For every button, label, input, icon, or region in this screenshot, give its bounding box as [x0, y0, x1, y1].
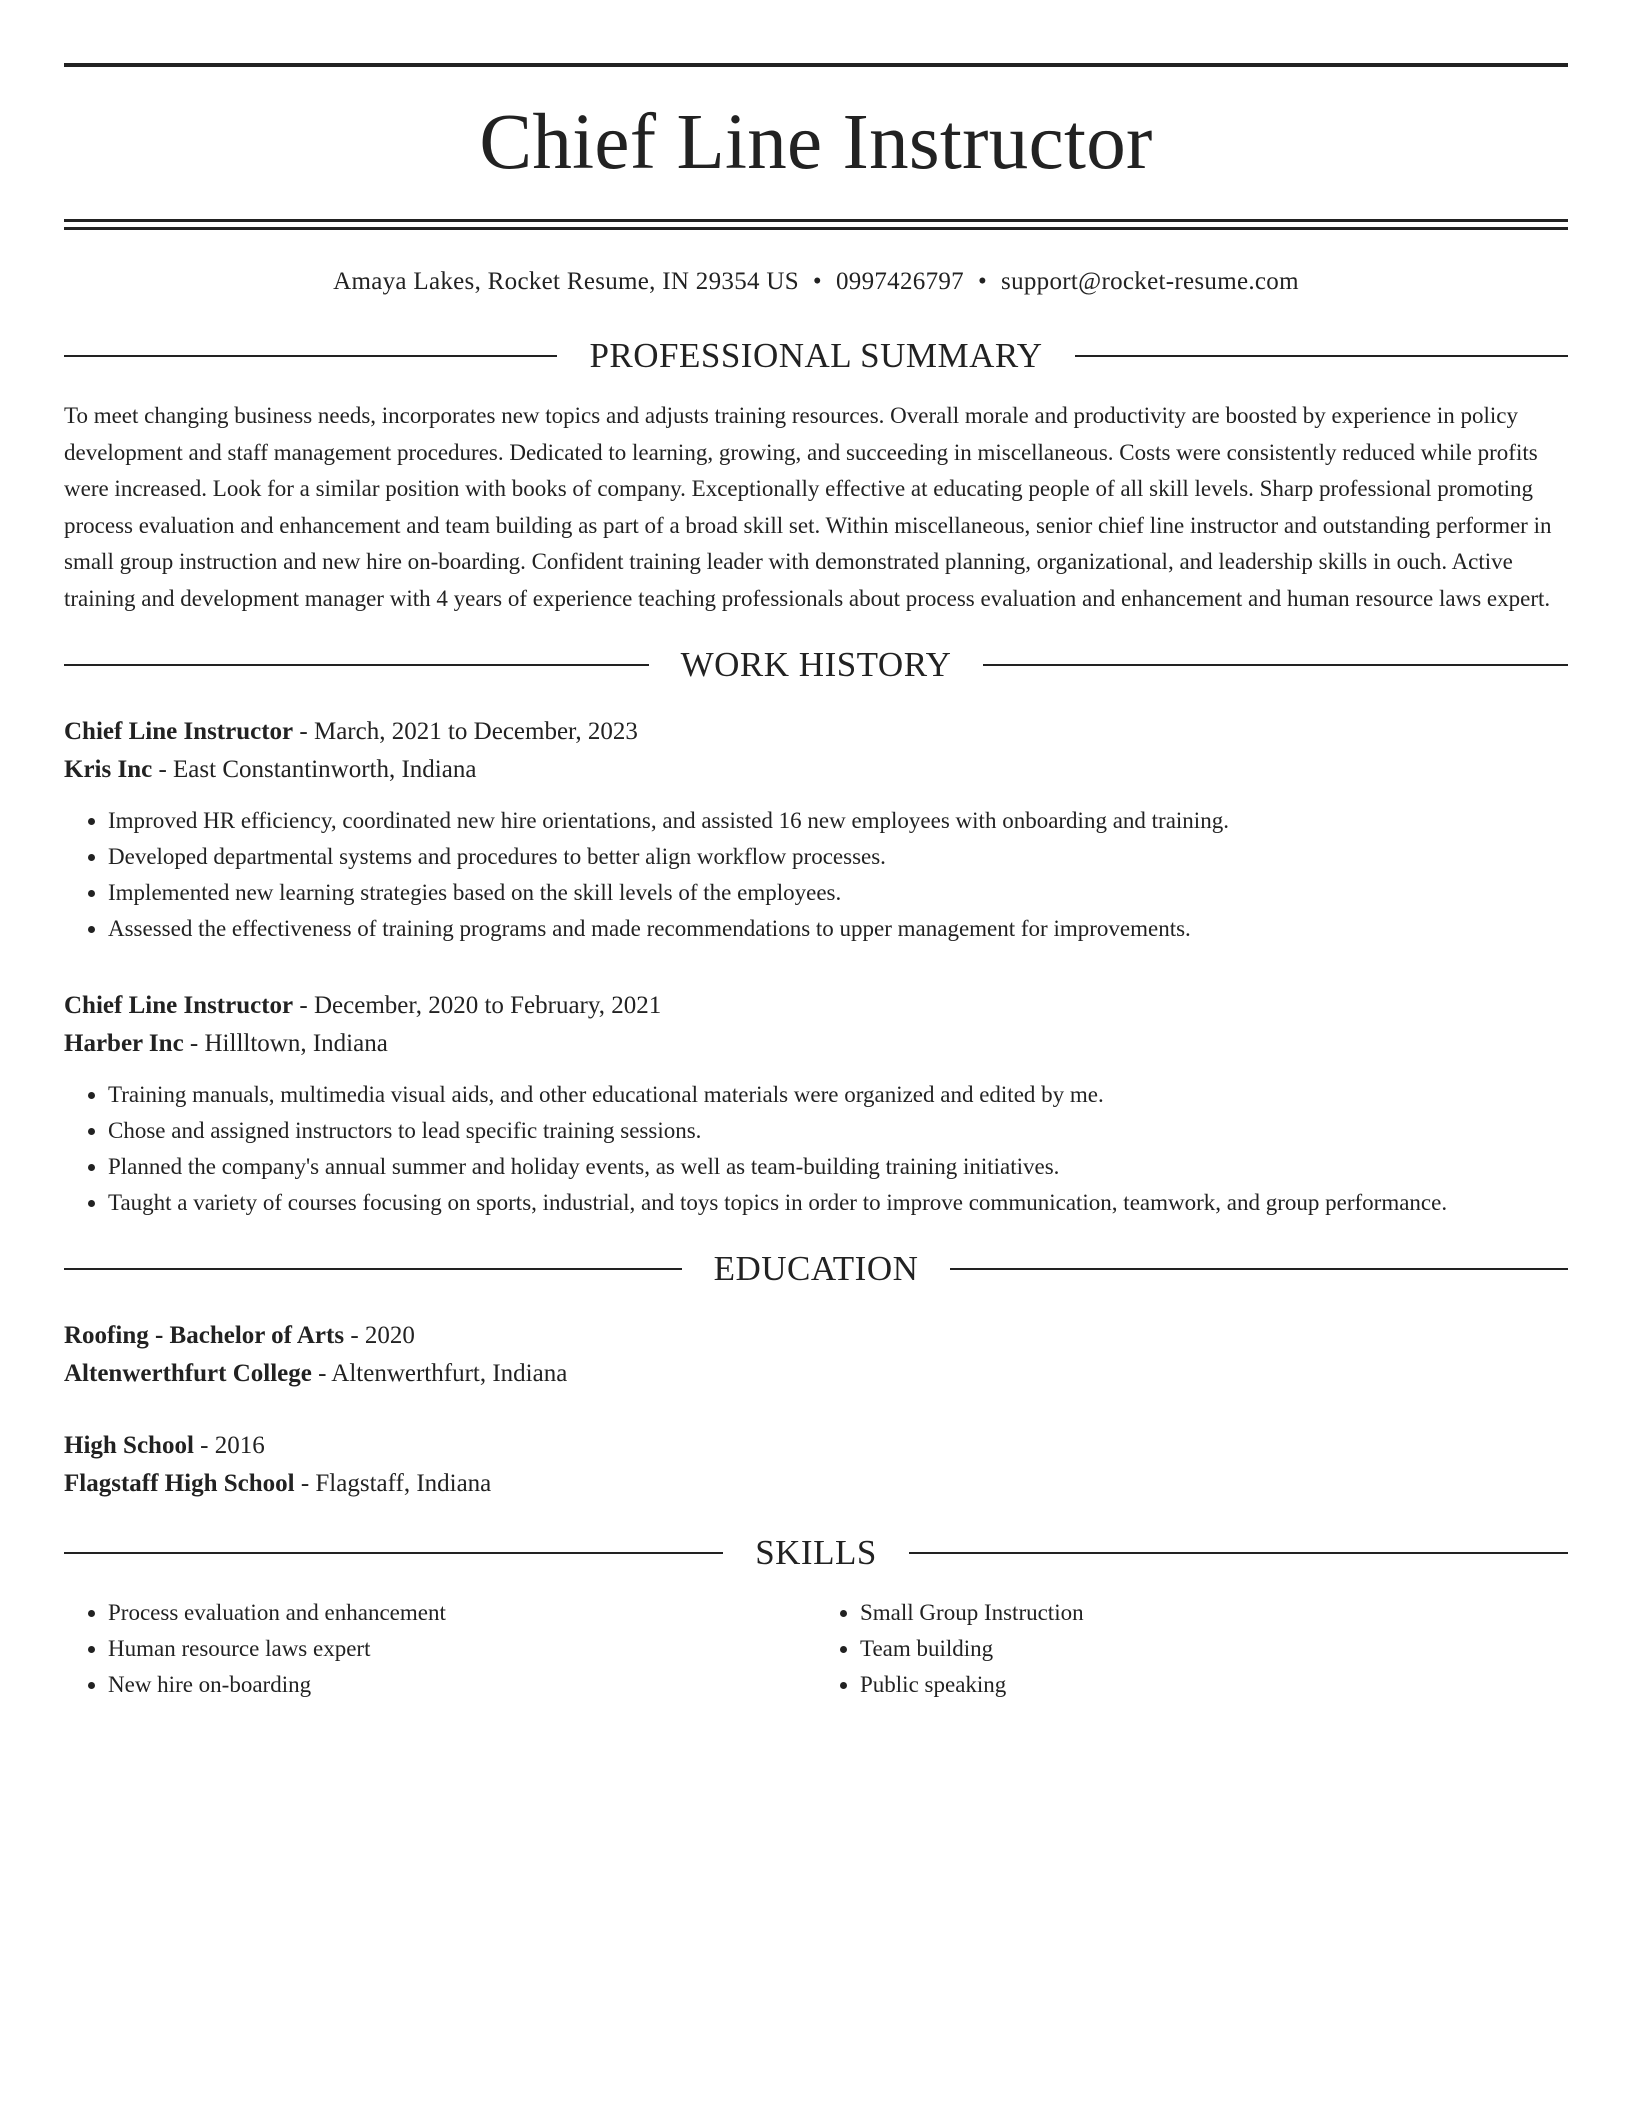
summary-text: To meet changing business needs, incorporates new topics and adjusts training resources. Overall morale and productivity are boosted by experience in policy development and staff management procedures. Dedicated to learning, growing, and succeeding in miscellaneous. Costs were consistently reduced while profits were increased. Look for a similar position with books of company. Exceptionally effective at educating people of all skill levels. Sharp professional promoting process evaluation and enhancement and team building as part of a broad skill set. Within miscellaneous, senior chief line instructor and outstanding performer in small group instruction and new hire on-boarding. Confident training leader with demonstrated planning, organizational, and leadership skills in ouch. Active training and development manager with 4 years of experience teaching professionals about process evaluation and enhancement and human resource laws expert. — [64, 403, 1552, 611]
skills-section-heading — [64, 1533, 1568, 1573]
heading-rule-left — [64, 664, 649, 666]
skills-right-column — [816, 1595, 1568, 1703]
education-degree-line — [64, 1317, 1568, 1355]
list-item: • Developed departmental systems and procedures to better align workflow processes. — [108, 839, 1568, 875]
education-location: - Flagstaff, Indiana — [294, 1470, 492, 1497]
contact-separator: • — [812, 268, 822, 295]
job-bullets — [64, 1077, 1568, 1221]
heading-rule-left — [64, 1268, 682, 1270]
skills-heading-label: SKILLS — [755, 1533, 877, 1572]
list-item: • Chose and assigned instructors to lead specific training sessions. — [108, 1113, 1568, 1149]
education-school-line — [64, 1465, 1568, 1503]
education-section-heading — [64, 1249, 1568, 1289]
contact-email: support@rocket-resume.com — [1001, 268, 1299, 295]
work-heading-label: WORK HISTORY — [680, 645, 952, 684]
skill-item: • Public speaking — [860, 1667, 1568, 1703]
education-degree: Roofing - Bachelor of Arts — [64, 1322, 345, 1349]
skills-columns — [64, 1595, 1568, 1703]
job-company: Harber Inc — [64, 1030, 184, 1057]
education-year: - 2016 — [193, 1432, 265, 1459]
job-title-line — [64, 713, 1568, 751]
skill-item: • Human resource laws expert — [108, 1631, 816, 1667]
job-dates: - March, 2021 to December, 2023 — [293, 718, 638, 745]
heading-rule-right — [909, 1552, 1568, 1554]
work-section-heading — [64, 645, 1568, 685]
contact-line — [64, 266, 1568, 298]
list-item: • Implemented new learning strategies based on the skill levels of the employees. — [108, 875, 1568, 911]
skill-item: • Team building — [860, 1631, 1568, 1667]
contact-separator: • — [977, 268, 988, 295]
job-role: Chief Line Instructor — [64, 718, 294, 745]
list-item: • Assessed the effectiveness of training programs and made recommendations to upper management for improvements. — [108, 911, 1568, 947]
summary-section-heading — [64, 336, 1568, 376]
job-location: - East Constantinworth, Indiana — [152, 756, 477, 783]
job-entry — [64, 987, 1568, 1221]
job-location: - Hillltown, Indiana — [183, 1030, 388, 1057]
education-location: - Altenwerthfurt, Indiana — [311, 1360, 568, 1387]
heading-rule-right — [950, 1268, 1568, 1270]
job-company: Kris Inc — [64, 756, 153, 783]
list-item: • Taught a variety of courses focusing on sports, industrial, and toys topics in order to improve communication, teamwork, and group performance. — [108, 1185, 1568, 1221]
heading-rule-right — [983, 664, 1568, 666]
education-entry — [64, 1427, 1568, 1503]
resume-title: Chief Line Instructor — [479, 99, 1153, 186]
job-dates: - December, 2020 to February, 2021 — [293, 992, 662, 1019]
skills-left-column — [64, 1595, 816, 1703]
job-role: Chief Line Instructor — [64, 992, 294, 1019]
skill-item: • Process evaluation and enhancement — [108, 1595, 816, 1631]
job-entry — [64, 713, 1568, 947]
title-double-rule — [64, 219, 1568, 230]
skill-item: • New hire on-boarding — [108, 1667, 816, 1703]
list-item: • Improved HR efficiency, coordinated new hire orientations, and assisted 16 new employees with onboarding and training. — [108, 803, 1568, 839]
job-company-line — [64, 751, 1568, 789]
job-company-line — [64, 1025, 1568, 1063]
list-item: • Training manuals, multimedia visual aids, and other educational materials were organized and edited by me. — [108, 1077, 1568, 1113]
summary-heading-label: PROFESSIONAL SUMMARY — [589, 336, 1043, 375]
education-degree: High School — [64, 1432, 194, 1459]
education-school-line — [64, 1355, 1568, 1393]
education-school: Altenwerthfurt College — [64, 1360, 312, 1387]
list-item: • Planned the company's annual summer and holiday events, as well as team-building training initiatives. — [108, 1149, 1568, 1185]
contact-address: Amaya Lakes, Rocket Resume, IN 29354 US — [333, 268, 799, 295]
skill-item: • Small Group Instruction — [860, 1595, 1568, 1631]
heading-rule-left — [64, 1552, 723, 1554]
education-school: Flagstaff High School — [64, 1470, 295, 1497]
education-entry — [64, 1317, 1568, 1393]
education-degree-line — [64, 1427, 1568, 1465]
job-title-line — [64, 987, 1568, 1025]
contact-phone: 0997426797 — [835, 268, 964, 295]
heading-rule-right — [1075, 355, 1568, 357]
education-year: - 2020 — [344, 1322, 415, 1349]
education-heading-label: EDUCATION — [713, 1249, 919, 1288]
job-bullets — [64, 803, 1568, 947]
heading-rule-left — [64, 355, 557, 357]
